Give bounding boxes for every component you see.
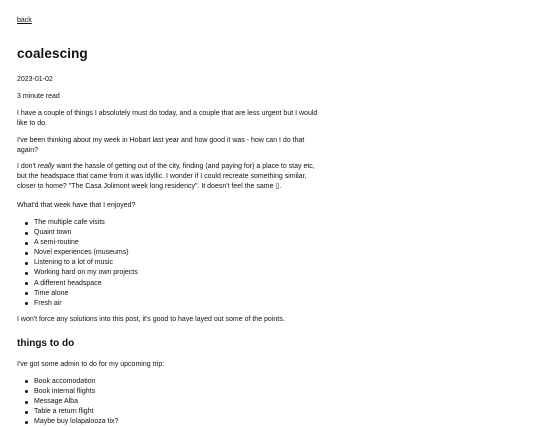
list-item: Listening to a lot of music: [34, 258, 322, 268]
section-heading-things-to-do: things to do: [17, 337, 75, 349]
list-item: A semi-routine: [34, 238, 322, 248]
paragraph-admin: I've got some admin to do for my upcoming trip:: [17, 360, 165, 368]
list-item: Book internal flights: [34, 387, 322, 397]
read-time: 3 minute read: [17, 93, 60, 100]
list-item: Book accomodation: [34, 377, 322, 387]
paragraph-headspace: [17, 162, 322, 192]
list-item: Maybe buy lolapalooza tix?: [34, 417, 322, 427]
list-item: Message Alba: [34, 397, 322, 407]
list-item: A different headspace: [34, 279, 322, 289]
back-link[interactable]: back: [17, 17, 32, 24]
paragraph-headspace-end: .: [279, 183, 282, 190]
todo-list: [17, 377, 322, 427]
paragraph-solutions: I won't force any solutions into this post, it's good to have layed out some of the points.: [17, 315, 285, 323]
post-title: coalescing: [17, 46, 88, 61]
list-item: The multiple cafe visits: [34, 218, 322, 228]
list-item: Table a return flight: [34, 407, 322, 417]
enjoyed-list: [17, 218, 322, 309]
list-item: Working hard on my own projects: [34, 268, 322, 278]
paragraph-question: What'd that week have that I enjoyed?: [17, 202, 136, 209]
paragraph-hobart: I've been thinking about my week in Hobart last year and how good it was - how can I do that again?: [17, 137, 305, 154]
emphasis-really: really: [37, 163, 55, 170]
missing-glyph-icon: ▯: [275, 183, 280, 190]
post-content: [17, 9, 322, 427]
list-item: Fresh air: [34, 299, 322, 309]
paragraph-headspace-middle: want the hassle of getting out of the city, finding (and paying for) a place to stay etc, but the headspace that came from it was idyllic. I wonder if I could recreate something similar, closer to home? "The Casa Jolimont week long residency". It doesn't feel the same: [17, 163, 315, 190]
list-item: Time alone: [34, 289, 322, 299]
list-item: Novel experiences (museums): [34, 248, 322, 258]
list-item: Quaint town: [34, 228, 322, 238]
post-date: 2023-01-02: [17, 76, 53, 83]
paragraph-intro: I have a couple of things I absolutely must do today, and a couple that are less urgent but I would like to do.: [17, 110, 318, 127]
paragraph-headspace-start: I don't: [17, 163, 38, 170]
